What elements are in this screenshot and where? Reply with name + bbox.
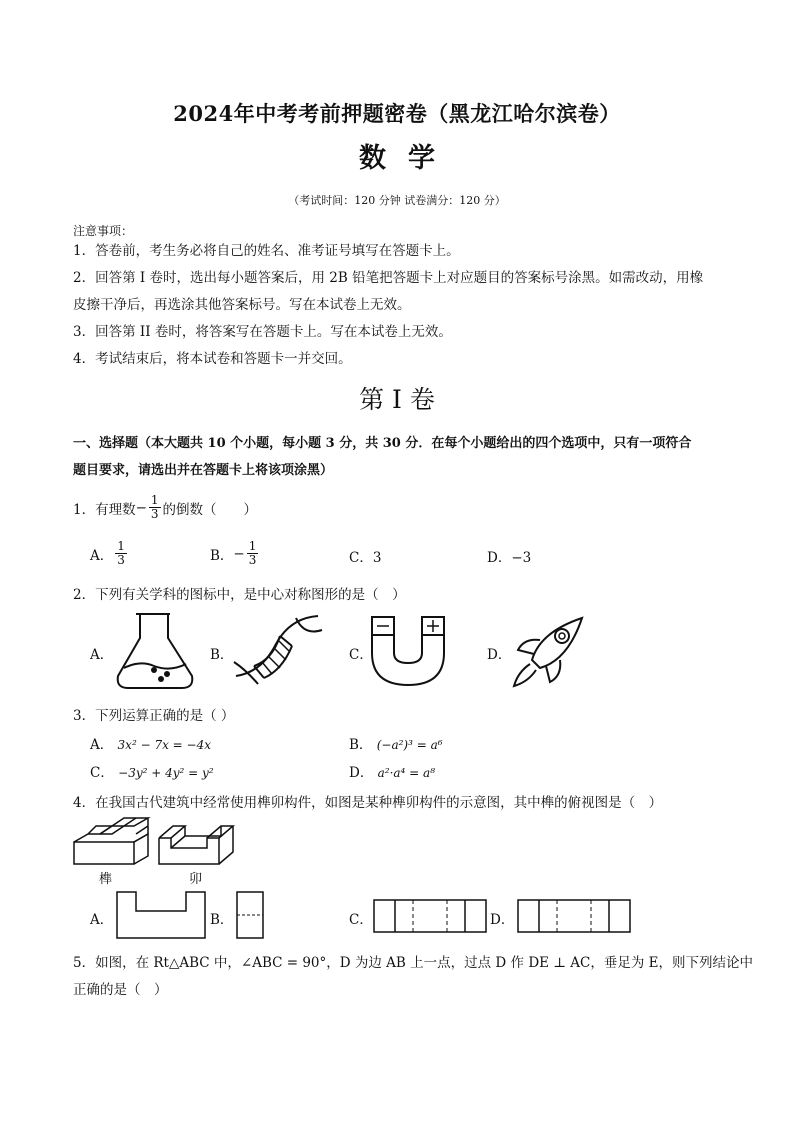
- volume-title: 第 I 卷: [359, 385, 435, 414]
- notice-item: 皮擦干净后，再选涂其他答案标号。写在本试卷上无效。: [73, 297, 411, 313]
- question-5-line2: 正确的是（ ）: [73, 982, 168, 998]
- question-2: 2．下列有关学科的图标中，是中心对称图形的是（ ）: [73, 587, 406, 603]
- q1-prefix: 1．有理数: [73, 501, 136, 518]
- option-expression: a²·a⁴ = a⁸: [377, 766, 436, 780]
- q3-option-b[interactable]: [349, 733, 443, 753]
- exam-info: （考试时间：120 分钟 试卷满分：120 分）: [288, 194, 506, 207]
- mortise-label: 卯: [189, 872, 203, 887]
- q4-option-a-figure[interactable]: [116, 891, 206, 939]
- frac-den: 3: [117, 553, 125, 567]
- rocket-icon[interactable]: [510, 614, 586, 690]
- q4-label-c: C．: [349, 912, 373, 928]
- mortise-figure: [157, 814, 237, 866]
- q1-option-b[interactable]: [210, 540, 260, 567]
- notice-item: 3．回答第 II 卷时，将答案写在答题卡上。写在本试卷上无效。: [73, 324, 452, 340]
- frac-den: 3: [248, 553, 257, 567]
- q1-a-fraction: [115, 540, 127, 567]
- q4-option-b-figure[interactable]: [236, 891, 264, 939]
- q1-option-a[interactable]: [90, 540, 129, 567]
- option-label: B．: [210, 547, 234, 564]
- frac-num: 1: [117, 539, 125, 553]
- option-label: A．: [90, 737, 114, 753]
- flask-icon[interactable]: [114, 612, 196, 690]
- q3-option-c[interactable]: [90, 761, 214, 781]
- option-label: C．: [90, 765, 114, 781]
- notice-heading: 注意事项：: [73, 224, 134, 238]
- question-5-line1: 5．如图，在 Rt△ABC 中，∠ABC = 90°，D 为边 AB 上一点，过点 D 作 DE ⊥ AC，垂足为 E，则下列结论中: [73, 955, 754, 971]
- question-1: [73, 494, 257, 521]
- question-3: 3．下列运算正确的是（ ）: [73, 708, 235, 724]
- option-label: B．: [349, 737, 373, 753]
- tenon-figure: [72, 814, 152, 866]
- q1-b-fraction: [247, 540, 259, 567]
- q1-frac-num: 1: [150, 493, 159, 507]
- paper-title: 2024年中考考前押题密卷（黑龙江哈尔滨卷）: [173, 101, 621, 126]
- subject-title: 数学: [359, 143, 457, 174]
- option-expression: −3y² + 4y² = y²: [118, 766, 214, 780]
- q4-label-b: B．: [210, 912, 234, 928]
- question-4: 4．在我国古代建筑中经常使用榫卯构件，如图是某种榫卯构件的示意图，其中榫的俯视图是（ ）: [73, 795, 663, 811]
- q4-option-c-figure[interactable]: [373, 899, 487, 933]
- section-heading-line1: 一、选择题（本大题共 10 个小题，每小题 3 分，共 30 分．在每个小题给出的四个选项中，只有一项符合: [73, 436, 692, 451]
- q2-label-b: B．: [210, 647, 234, 663]
- q3-option-a[interactable]: [90, 733, 211, 753]
- q4-option-d-figure[interactable]: [517, 899, 631, 933]
- q3-option-d[interactable]: [349, 761, 435, 781]
- tenon-label: 榫: [99, 872, 113, 887]
- q1-fraction: [149, 494, 161, 521]
- notice-item: 2．回答第 I 卷时，选出每小题答案后，用 2B 铅笔把答题卡上对应题目的答案标号涂黑。如需改动，用橡: [73, 270, 704, 286]
- q1-option-d[interactable]: D．−3: [487, 550, 532, 566]
- q1-frac-den: 3: [150, 507, 159, 521]
- q1-suffix: 的倒数（ ）: [162, 501, 258, 518]
- q2-label-c: C．: [349, 647, 373, 663]
- option-label: A．: [90, 547, 114, 564]
- q1-minus: −: [135, 499, 147, 516]
- option-expression: 3x² − 7x = −4x: [117, 738, 211, 752]
- section-heading-line2: 题目要求，请选出并在答题卡上将该项涂黑）: [73, 463, 334, 478]
- minus-sign: −: [233, 545, 245, 562]
- option-label: D．: [349, 765, 374, 781]
- notice-item: 1．答卷前，考生务必将自己的姓名、准考证号填写在答题卡上。: [73, 243, 460, 259]
- dna-icon[interactable]: [232, 614, 324, 688]
- q4-label-d: D．: [490, 912, 515, 928]
- q2-label-d: D．: [487, 647, 512, 663]
- magnet-icon[interactable]: [370, 615, 446, 687]
- notice-item: 4．考试结束后，将本试卷和答题卡一并交回。: [73, 351, 352, 367]
- q2-label-a: A．: [90, 647, 114, 663]
- option-expression: (−a²)³ = a⁶: [376, 738, 443, 752]
- frac-num: 1: [248, 539, 257, 553]
- q4-label-a: A．: [90, 912, 114, 928]
- q1-option-c[interactable]: C．3: [349, 550, 382, 566]
